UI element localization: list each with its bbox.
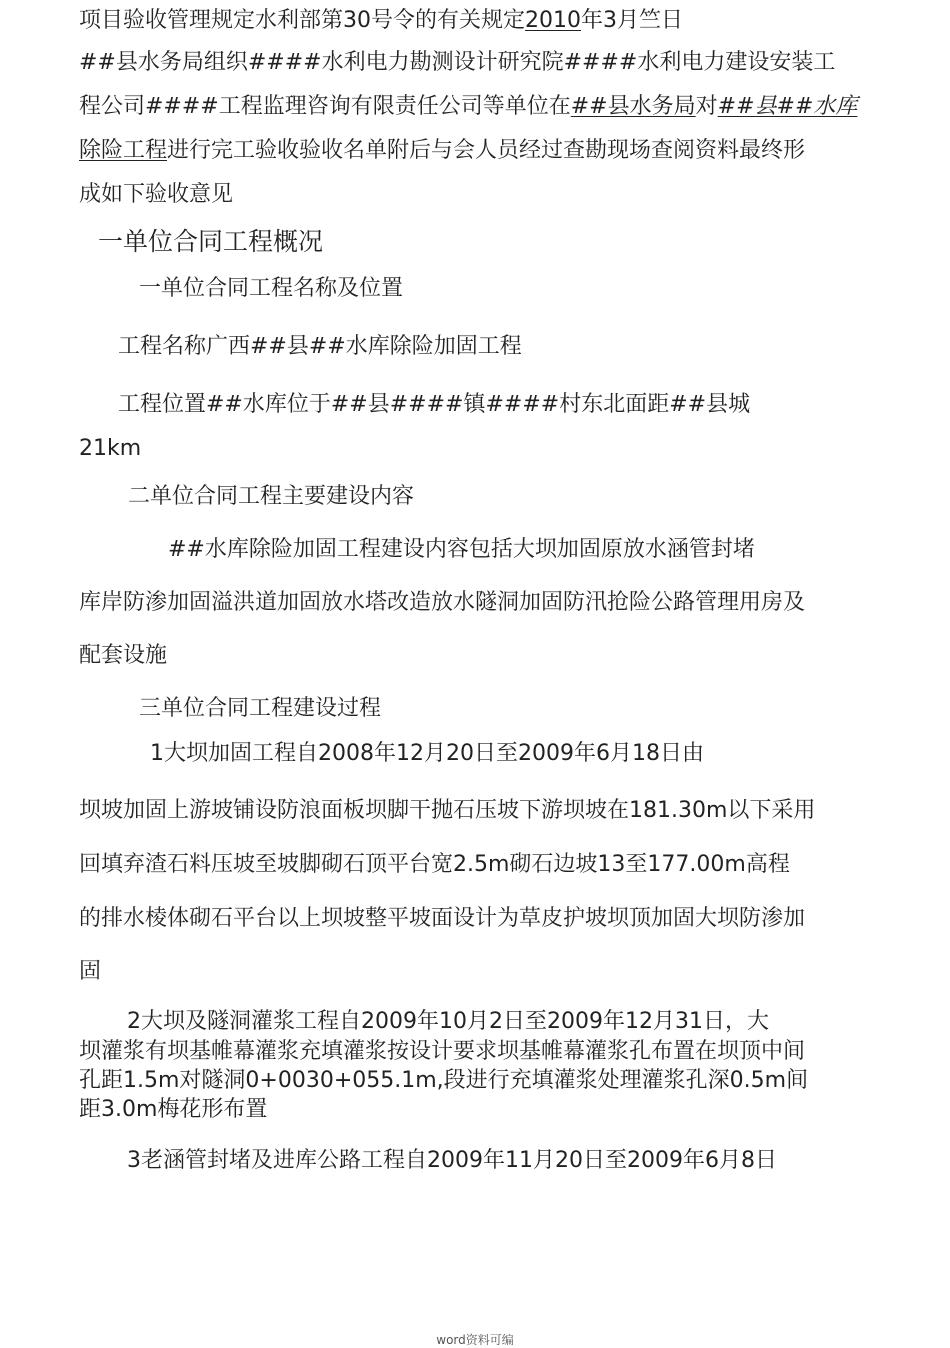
item-2-line-4: 距3.0m梅花形布置 [79, 1097, 268, 1122]
content-line-1: ##水库除险加固工程建设内容包括大坝加固原放水涵管封堵 [168, 537, 755, 562]
item-2-line-2: 坝灌浆有坝基帷幕灌浆充填灌浆按设计要求坝基帷幕灌浆孔布置在坝顶中间 [79, 1039, 806, 1064]
subsection-2-heading: 二单位合同工程主要建设内容 [128, 484, 415, 509]
item-2-line-3: 孔距1.5m对隧洞0+0030+055.1m,段进行充填灌浆处理灌浆孔深0.5m间 [79, 1068, 809, 1093]
project-location: 工程位置##水库位于##县####镇####村东北面距##县城 [118, 392, 751, 417]
project-name: 工程名称广西##县##水库除险加固工程 [118, 334, 522, 359]
section-1-heading: 一单位合同工程概况 [98, 227, 324, 256]
project-distance: 21km [79, 436, 142, 461]
subsection-1-heading: 一单位合同工程名称及位置 [139, 276, 404, 301]
body-line-3: 程公司####工程监理咨询有限责任公司等单位在##县水务局对##县##水库 [79, 94, 858, 119]
subsection-3-heading: 三单位合同工程建设过程 [139, 696, 382, 721]
body-line-4: 除险工程进行完工验收验收名单附后与会人员经过查勘现场查阅资料最终形 [79, 138, 806, 163]
body-line-2: ##县水务局组织####水利电力勘测设计研究院####水利电力建设安装工 [79, 50, 836, 75]
item-1-line-3: 回填弃渣石料压坡至坡脚砌石顶平台宽2.5m砌石边坡13至177.00m高程 [79, 852, 790, 877]
item-1-line-1: 1大坝加固工程自2008年12月20日至2009年6月18日由 [150, 741, 704, 766]
content-line-3: 配套设施 [79, 643, 168, 668]
item-1-line-4: 的排水棱体砌石平台以上坝坡整平坡面设计为草皮护坡坝顶加固大坝防渗加 [79, 906, 806, 931]
item-1-line-2: 坝坡加固上游坡铺设防浪面板坝脚干抛石压坡下游坝坡在181.30m以下采用 [79, 798, 816, 823]
item-2-line-1: 2大坝及隧洞灌浆工程自2009年10月2日至2009年12月31日，大 [127, 1009, 769, 1034]
body-line-1: 项目验收管理规定水利部第30号令的有关规定2010年3月竺日 [79, 8, 683, 33]
item-3-line-1: 3老涵管封堵及进库公路工程自2009年11月20日至2009年6月8日 [127, 1148, 777, 1173]
item-1-line-5: 固 [79, 959, 102, 984]
page-footer: word资料可编 [436, 1333, 514, 1347]
body-line-5: 成如下验收意见 [79, 182, 234, 207]
content-line-2: 库岸防渗加固溢洪道加固放水塔改造放水隧洞加固防汛抢险公路管理用房及 [79, 590, 806, 615]
